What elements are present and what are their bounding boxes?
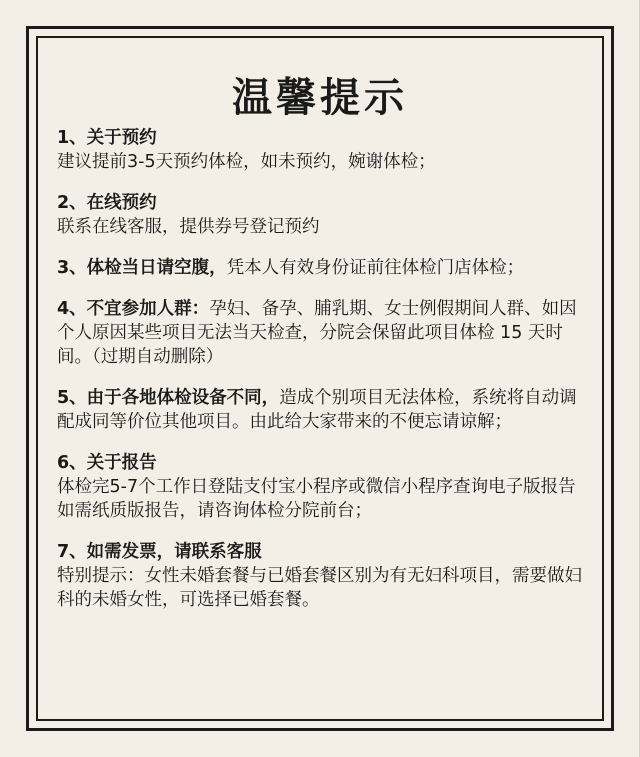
notice-item-text: 建议提前3-5天预约体检，如未预约，婉谢体检； xyxy=(57,152,436,172)
notice-item-fasting xyxy=(57,256,590,280)
notice-item-heading: 3、体检当日请空腹， xyxy=(57,258,227,278)
notice-item-heading: 5、由于各地体检设备不同， xyxy=(57,388,280,408)
notice-item-appointment xyxy=(57,126,590,174)
notice-item-text: 凭本人有效身份证前往体检门店体检； xyxy=(226,258,525,278)
notice-item-text: 联系在线客服，提供券号登记预约 xyxy=(57,217,320,237)
notice-item-heading: 4、不宜参加人群： xyxy=(57,299,210,319)
notice-item-text: 造成个别项目无法体检，系统将自动调配成同等价位其他项目。由此给大家带来的不便忘请谅解； xyxy=(57,388,577,432)
outer-border xyxy=(26,26,614,731)
notice-item-heading: 6、关于报告 xyxy=(57,453,157,473)
notice-item-heading: 1、关于预约 xyxy=(57,128,157,148)
notice-item-text: 孕妇、备孕、脯乳期、女士例假期间人群、如因个人原因某些项目无法当天检查，分院会保留此项目体检 15 天时间。（过期自动删除） xyxy=(57,299,577,367)
notice-item-heading: 7、如需发票，请联系客服 xyxy=(57,542,262,562)
notice-item-heading: 2、在线预约 xyxy=(57,193,157,213)
notice-item-equipment xyxy=(57,386,590,434)
page-title: 温馨提示 xyxy=(232,75,408,121)
notice-item-unsuitable-groups xyxy=(57,297,590,369)
notice-item-report xyxy=(57,451,590,523)
notice-item-invoice xyxy=(57,540,590,612)
notice-list xyxy=(57,126,590,629)
notice-item-text: 特别提示：女性未婚套餐与已婚套餐区别为有无妇科项目，需要做妇科的未婚女性，可选择已婚套餐。 xyxy=(57,566,582,610)
notice-item-text: 体检完5-7个工作日登陆支付宝小程序或微信小程序查询电子版报告如需纸质版报告，请咨询体检分院前台； xyxy=(57,477,576,521)
inner-border xyxy=(36,36,604,721)
notice-item-online-booking xyxy=(57,191,590,239)
